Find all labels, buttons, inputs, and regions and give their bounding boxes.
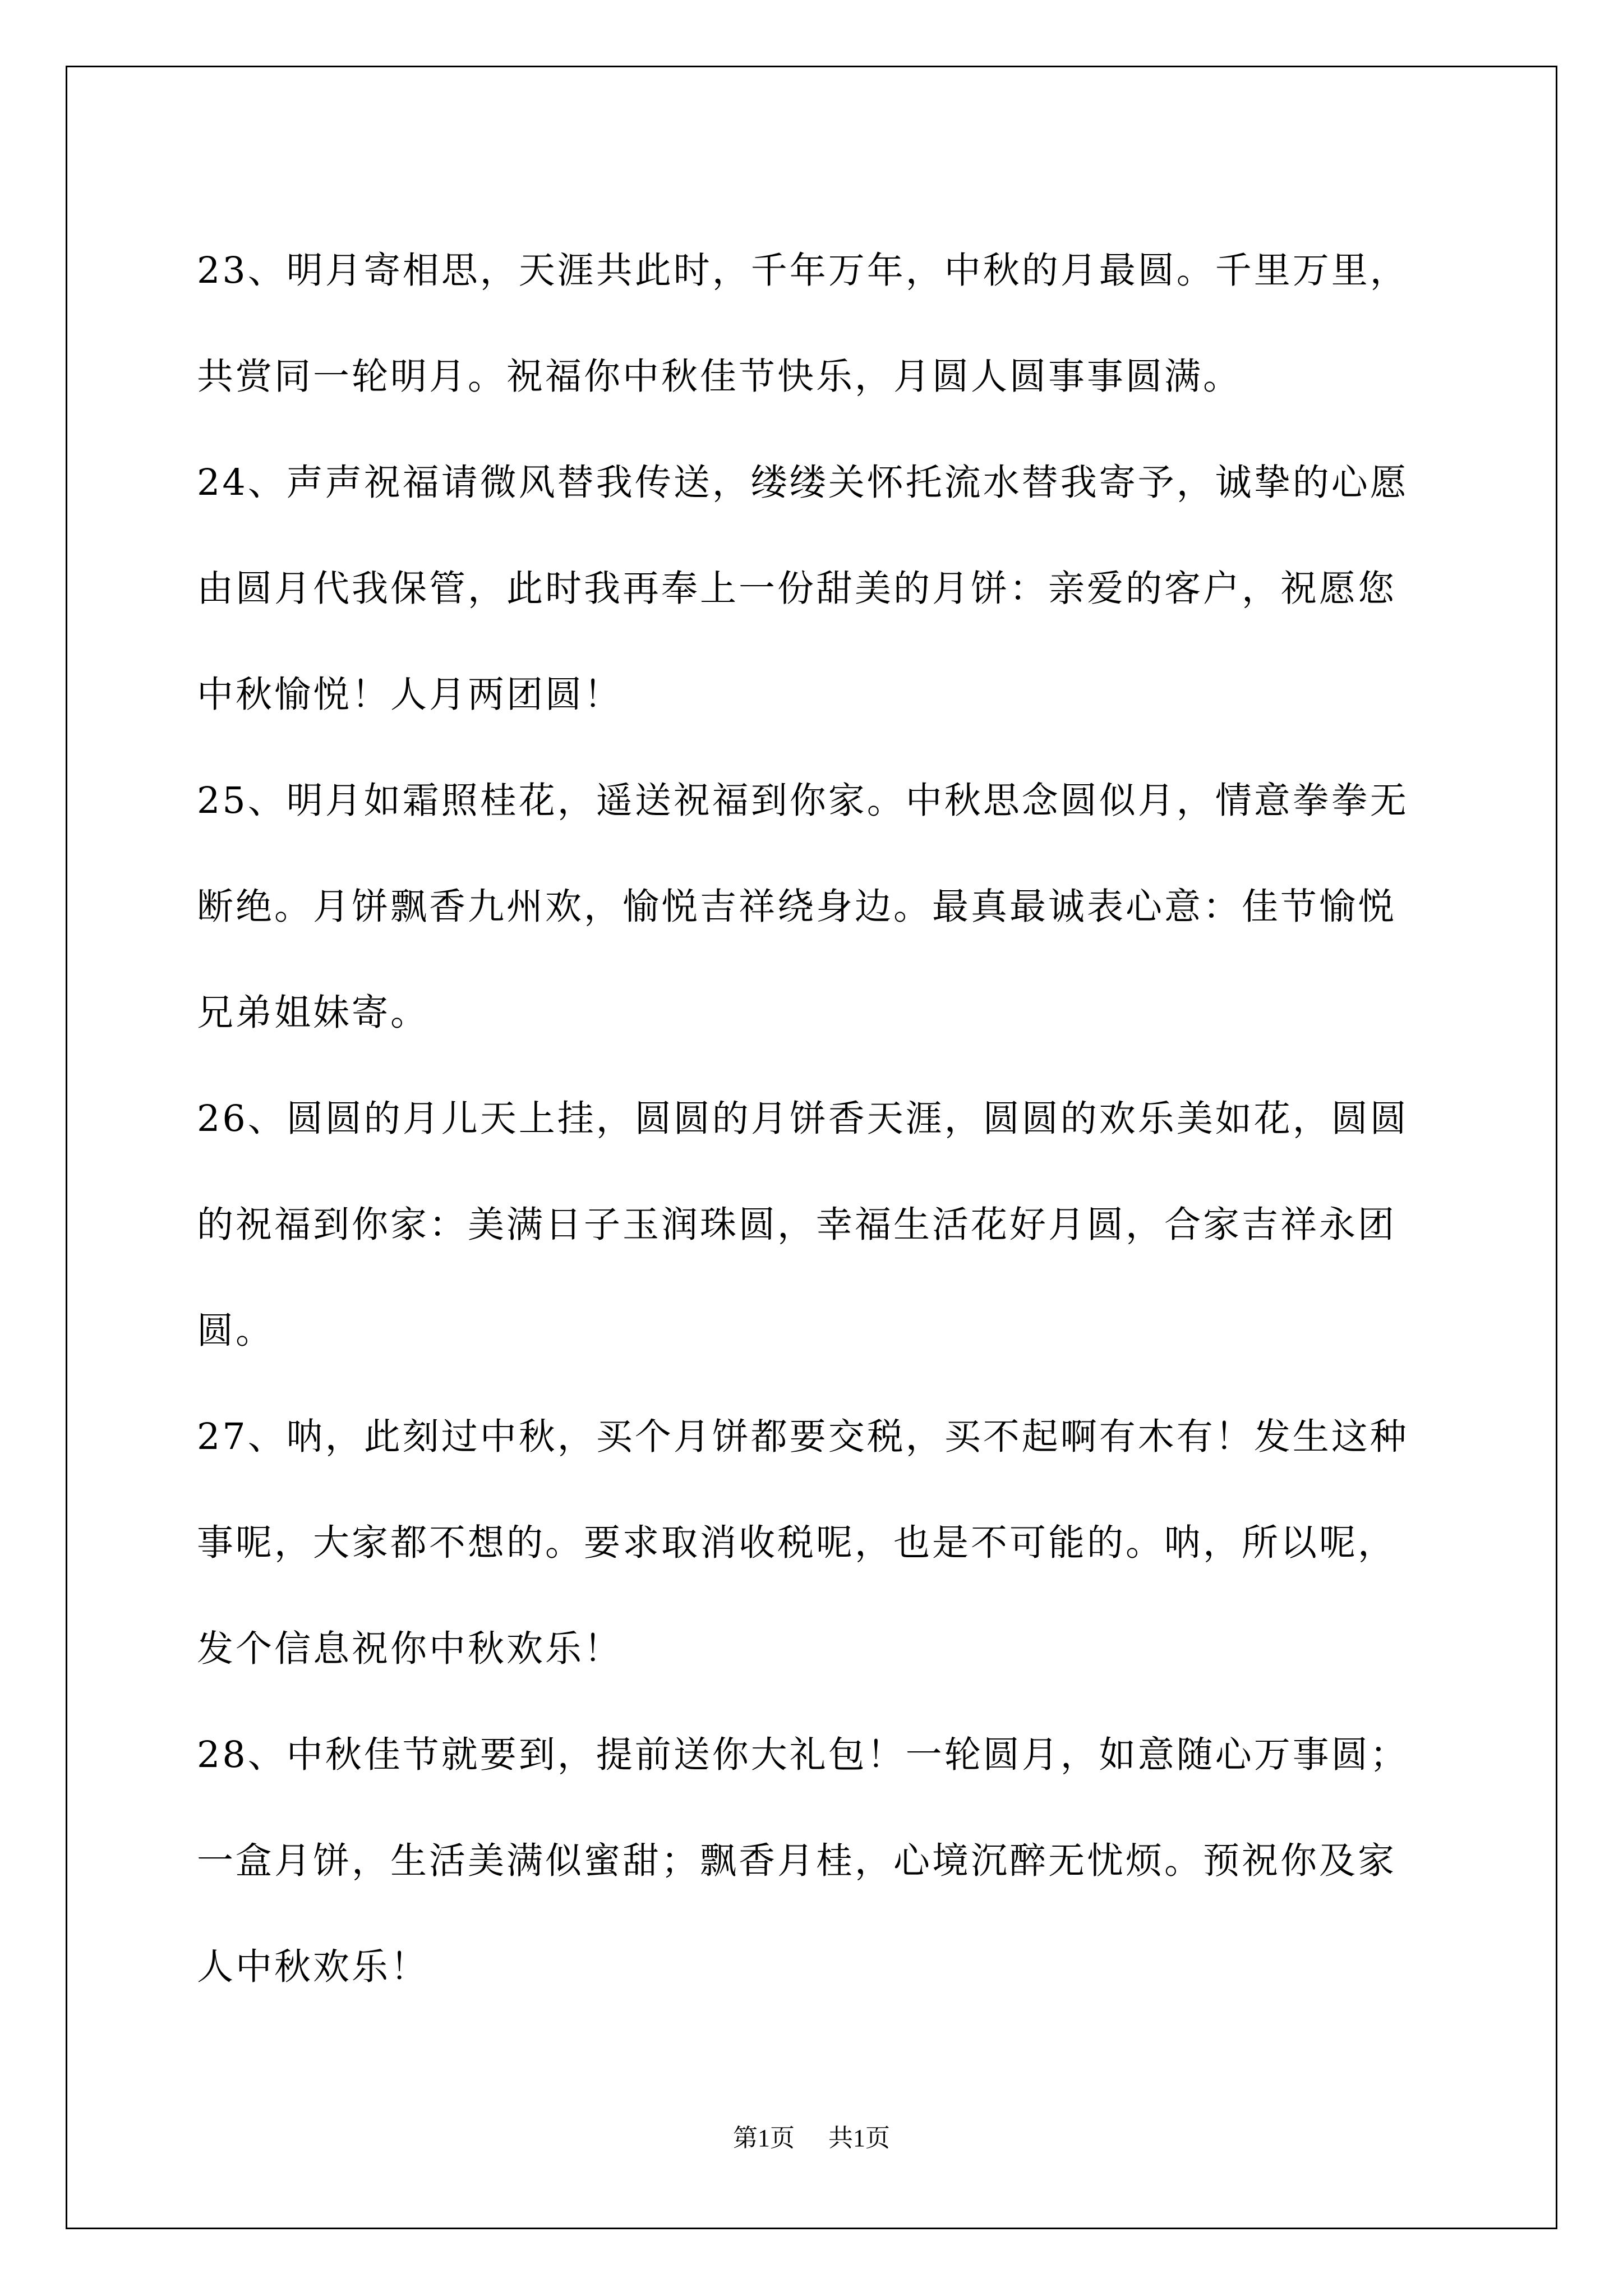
greeting-paragraph-28: 28、中秋佳节就要到，提前送你大礼包！一轮圆月，如意随心万事圆；一盒月饼，生活美满似蜜甜；飘香月桂，心境沉醉无忧烦。预祝你及家人中秋欢乐！ [197,1734,1409,1988]
greeting-paragraph-23: 23、明月寄相思，天涯共此时，千年万年，中秋的月最圆。千里万里，共赏同一轮明月。祝福你中秋佳节快乐，月圆人圆事事圆满。 [197,250,1409,398]
greeting-paragraph-26: 26、圆圆的月儿天上挂，圆圆的月饼香天涯，圆圆的欢乐美如花，圆圆的祝福到你家：美满日子玉润珠圆，幸福生活花好月圆，合家吉祥永团圆。 [197,1098,1409,1352]
greeting-paragraph-24: 24、声声祝福请微风替我传送，缕缕关怀托流水替我寄予，诚挚的心愿由圆月代我保管，此时我再奉上一份甜美的月饼：亲爱的客户，祝愿您中秋愉悦！人月两团圆！ [197,462,1409,716]
greeting-paragraph-27: 27、呐，此刻过中秋，买个月饼都要交税，买不起啊有木有！发生这种事呢，大家都不想的。要求取消收税呢，也是不可能的。呐，所以呢，发个信息祝你中秋欢乐！ [197,1416,1409,1670]
page-number-total: 共1页 [828,2124,890,2152]
page-number-current: 第1页 [733,2124,795,2152]
page-footer [0,2122,1623,2155]
document-body [197,218,1431,2020]
greeting-paragraph-25: 25、明月如霜照桂花，遥送祝福到你家。中秋思念圆似月，情意拳拳无断绝。月饼飘香九州欢，愉悦吉祥绕身边。最真最诚表心意：佳节愉悦兄弟姐妹寄。 [197,780,1409,1034]
